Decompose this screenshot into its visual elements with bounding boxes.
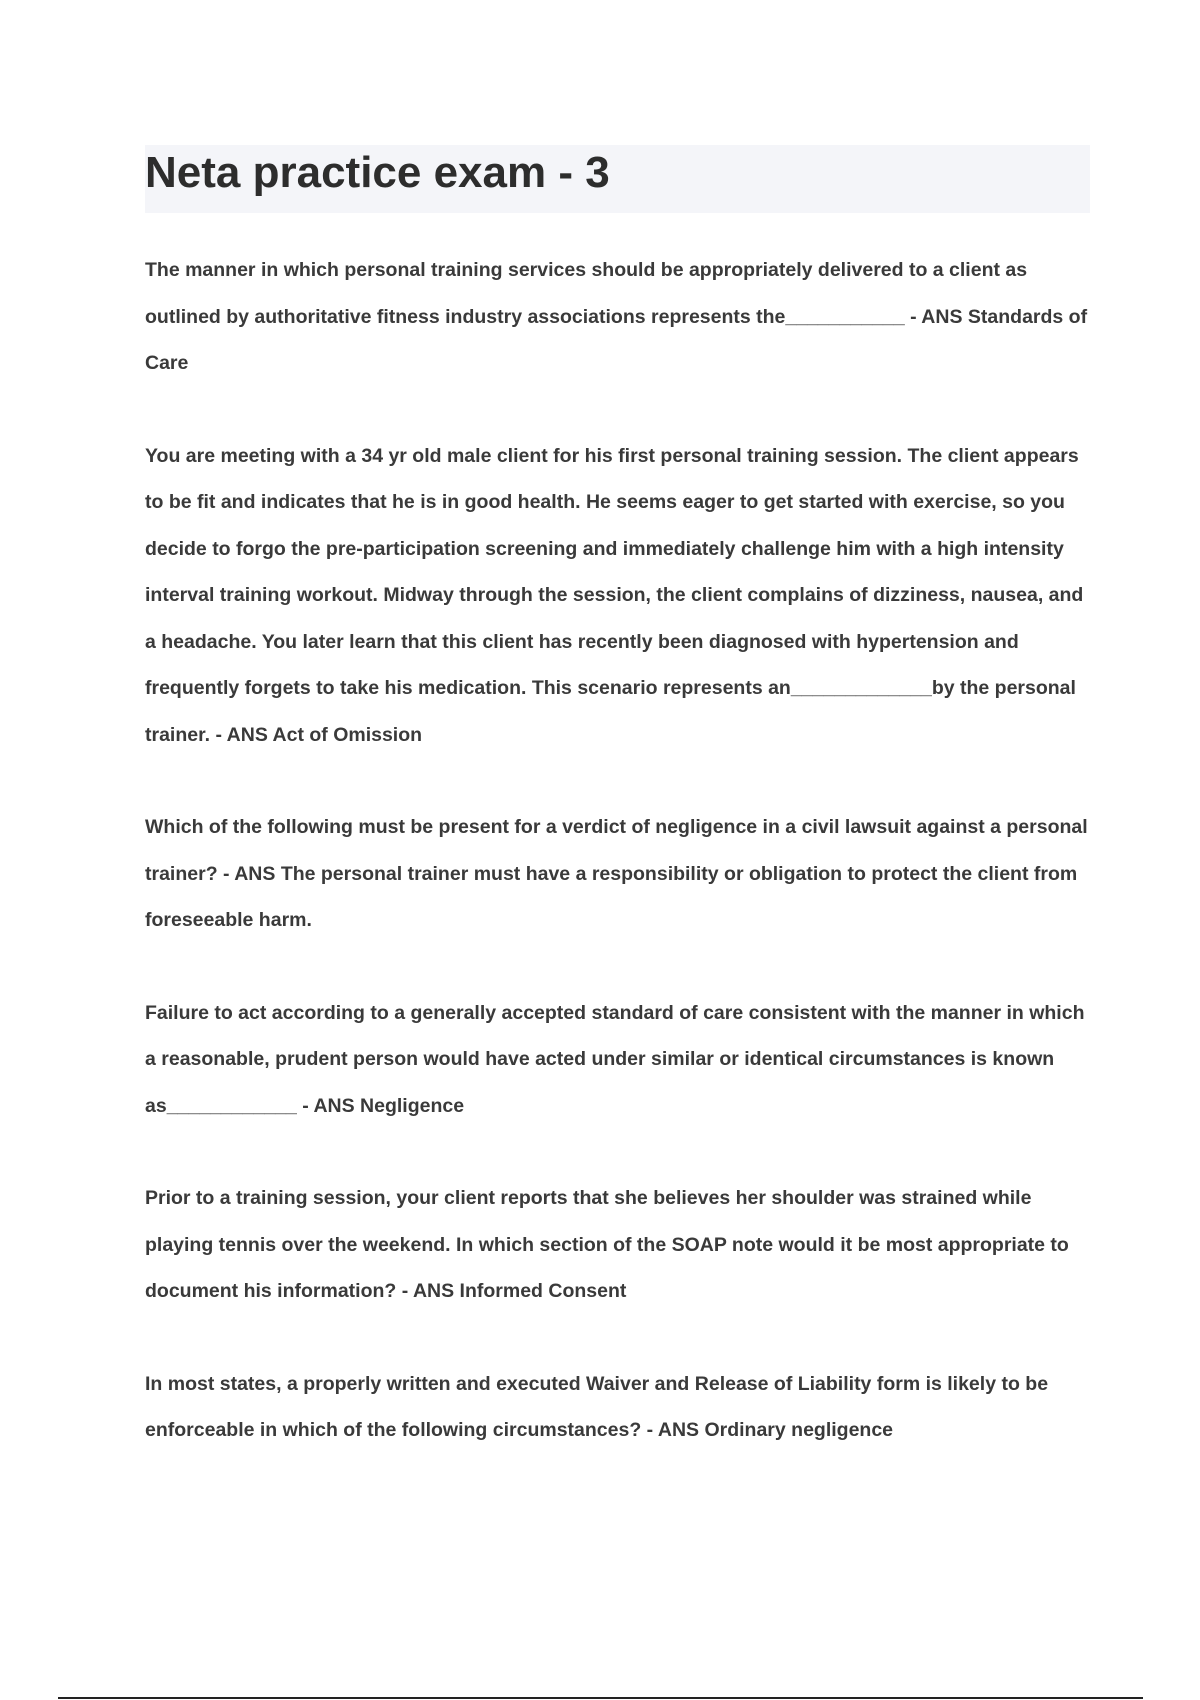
page-title: Neta practice exam - 3 — [145, 148, 610, 197]
answer-text: Negligence — [360, 1094, 465, 1117]
answer-marker: - ANS — [210, 723, 273, 746]
qa-item-3 — [145, 804, 1090, 944]
qa-item-1 — [145, 247, 1090, 387]
qa-item-5 — [145, 1175, 1090, 1315]
title-banner — [145, 145, 1090, 213]
qa-list — [145, 247, 1090, 1500]
answer-marker: - ANS — [396, 1280, 460, 1302]
question-text: You are meeting with a 34 yr old male client for his first personal training session. The client appears to be fit and indicates that he is in good health. He seems eager to get started with exercise, so you decide to forgo the pre-participation screening and immediately challenge him with a high intensity interval training workout. Midway through the session, the client complains of dizziness, nausea, and a headache. You later learn that this client has recently been diagnosed with hypertension and frequently forgets to take his medication. This scenario represents an_____________by the personal trainer. — [145, 444, 1084, 746]
qa-item-6 — [145, 1361, 1090, 1454]
answer-marker: - ANS — [904, 305, 968, 328]
question-text: In most states, a properly written and executed Waiver and Release of Liability form is likely to be enforceable in which of the following circumstances? — [145, 1372, 1049, 1441]
answer-marker: - ANS — [296, 1094, 361, 1117]
answer-marker: - ANS — [217, 862, 281, 885]
qa-item-4 — [145, 990, 1090, 1130]
qa-item-2 — [145, 433, 1090, 759]
footer-divider — [58, 1697, 1143, 1699]
answer-marker: - ANS — [641, 1419, 705, 1441]
answer-text: Standards of Care — [145, 305, 1088, 374]
answer-text: Informed Consent — [459, 1280, 627, 1302]
answer-text: The personal trainer must have a responsibility or obligation to protect the client from foreseeable harm. — [145, 862, 1078, 931]
answer-text: Ordinary negligence — [704, 1419, 894, 1441]
question-text: The manner in which personal training services should be appropriately delivered to a client as outlined by authoritative fitness industry associations represents the___________ — [145, 259, 1028, 328]
question-text: Prior to a training session, your client reports that she believes her shoulder was strained while playing tennis over the weekend. In which section of the SOAP note would it be most appropriate to document his information? — [145, 1187, 1069, 1302]
answer-text: Act of Omission — [272, 723, 423, 746]
question-text: Which of the following must be present for a verdict of negligence in a civil lawsuit against a personal trainer? — [145, 816, 1088, 885]
question-text: Failure to act according to a generally accepted standard of care consistent with the manner in which a reasonable, prudent person would have acted under similar or identical circumstances is known as____________ — [145, 1001, 1085, 1117]
